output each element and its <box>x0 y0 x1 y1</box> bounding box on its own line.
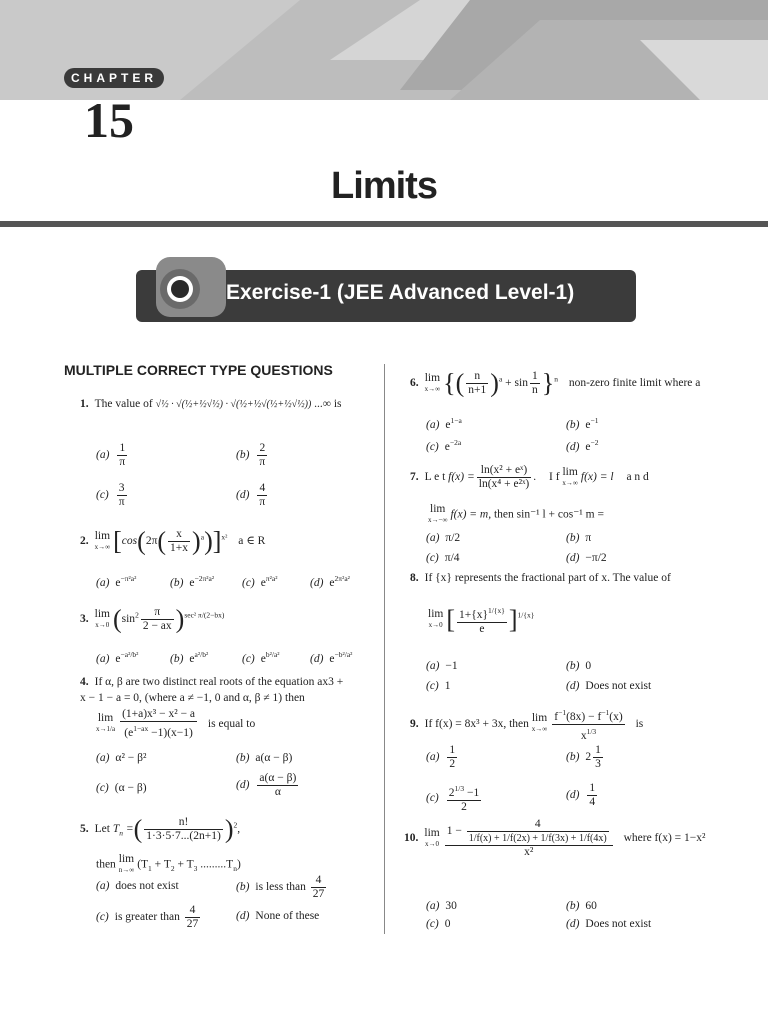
q10-option-a: (a) 30 <box>426 900 457 912</box>
q10-option-c: (c) 0 <box>426 918 451 930</box>
question-5: 5. Let $T_n$ =( $\frac{n!}{1\cdot 3\cdot 5\cdot 7...(2n+1)}$ )$^2$, <box>80 814 241 844</box>
q1-option-a: (a) $\frac{1}{\pi}$ <box>96 442 126 468</box>
question-2: 2. lim x→∞ [cos(2π( $\frac{x}{1+x}$ )$^a$)]$^{x^2}$ a ∈ R <box>80 526 266 556</box>
q6-option-d: (d) $e^{-2}$ <box>566 438 599 453</box>
q9-option-b: (b) 2 $\frac{1}{3}$ <box>566 744 601 770</box>
q8-option-c: (c) 1 <box>426 680 451 692</box>
q4-option-c: (c) (α − β) <box>96 782 147 794</box>
q9-option-a: (a) $\frac{1}{2}$ <box>426 744 456 770</box>
column-divider <box>384 364 385 934</box>
question-7-line2: lim x→−∞ f(x) = m, then sin⁻¹ l + cos⁻¹ m = <box>428 503 604 524</box>
q5-option-a: (a) does not exist <box>96 880 179 892</box>
q10-option-d: (d) Does not exist <box>566 918 652 930</box>
question-3: 3. lim x→0 ($\sin^2$ $\frac{\pi}{2 - ax}$ )$^{sec^2 \pi/(2-bx)}$ <box>80 604 225 634</box>
exercise-title: Exercise-1 (JEE Advanced Level-1) <box>226 281 575 304</box>
q6-option-b: (b) $e^{-1}$ <box>566 416 599 431</box>
question-6: 6. lim x→∞ {( $\frac{n}{n+1}$ )$^a$ + sin $\frac{1}{n}$ }$^n$ non-zero finite limit where a <box>410 368 701 398</box>
scroll-roll-icon <box>150 255 230 321</box>
q5-option-b: (b) is less than $\frac{4}{27}$ <box>236 874 325 900</box>
question-5-expression: then lim n→∞ ($T_1 + T_2 + T_3$ $.........T_n$) <box>96 853 241 874</box>
question-9: 9. If f(x) = 8x³ + 3x, then lim x→∞ $\frac{f^{-1}(8x) - f^{-1}(x)}{x^{1/3}}$ is <box>410 708 644 742</box>
q8-option-d: (d) Does not exist <box>566 680 652 692</box>
q3-options: (a) $e^{-a^2/b^2}$ <box>96 650 139 665</box>
q6-option-a: (a) $e^{1-a}$ <box>426 416 462 431</box>
question-4: 4. If α, β are two distinct real roots of the equation ax3 + x − 1 − a = 0, (where a ≠ −1, 0 and α, β ≠ 1) then <box>80 676 344 704</box>
q4-option-b: (b) a(α − β) <box>236 752 293 764</box>
chapter-number: 15 <box>84 92 134 148</box>
q7-option-c: (c) π/4 <box>426 552 460 564</box>
title-divider <box>0 221 768 227</box>
q9-option-d: (d) $\frac{1}{4}$ <box>566 782 596 808</box>
q4-option-a: (a) α² − β² <box>96 752 147 764</box>
q8-option-b: (b) 0 <box>566 660 592 672</box>
q4-option-d: (d) $\frac{a(\alpha - \beta)}{\alpha}$ <box>236 772 297 798</box>
page-title: Limits <box>331 165 437 207</box>
q7-option-b: (b) π <box>566 532 592 544</box>
q10-option-b: (b) 60 <box>566 900 597 912</box>
q1-option-b: (b) $\frac{2}{\pi}$ <box>236 442 266 468</box>
q2-options: (a) $e^{-\pi^2a^2}$ <box>96 574 137 589</box>
question-8-expression: lim x→0 [ $\frac{1+\{x\}^{1/\{x\}}}{e}$ ]$^{1/\{x\}}$ <box>428 604 535 635</box>
q6-option-c: (c) $e^{-2a}$ <box>426 438 462 453</box>
question-1: 1. The value of √½ · √(½+½√½) · √(½+½√(½+½√½)) ...∞ is <box>80 398 342 410</box>
q5-option-c: (c) is greater than $\frac{4}{27}$ <box>96 904 199 930</box>
q7-option-a: (a) π/2 <box>426 532 461 544</box>
question-text: The value of <box>94 398 153 410</box>
question-7: 7. L e t f(x) = $\frac{\text{ln(x² + eˣ)}}{\text{ln(x⁴ + e²ˣ)}}$ . I f lim x→∞ f(x) = l a n d <box>410 464 649 490</box>
chapter-label: CHAPTER <box>64 68 164 88</box>
q5-option-d: (d) None of these <box>236 910 320 922</box>
section-heading: MULTIPLE CORRECT TYPE QUESTIONS <box>64 362 333 378</box>
question-number: 1. <box>80 398 89 410</box>
q1-option-c: (c) $\frac{3}{\pi}$ <box>96 482 125 508</box>
q8-option-a: (a) −1 <box>426 660 458 672</box>
q1-option-d: (d) $\frac{4}{\pi}$ <box>236 482 266 508</box>
question-text-tail: ...∞ is <box>314 398 342 410</box>
question-4-expression: lim x→1/a $\frac{\text{(1+a)x³ − x² − a}}{(e^{1-ax} -1)(x-1)}$ is equal to <box>96 708 256 739</box>
q7-option-d: (d) −π/2 <box>566 552 607 564</box>
question-8: 8. If {x} represents the fractional part of x. The value of <box>410 572 671 584</box>
q9-option-c: (c) $\frac{2^{1/3} -1}{2}$ <box>426 784 480 813</box>
question-10: 10. lim x→0 1 − $\frac{4}{1/f(x) + 1/f(2x) + 1/f(3x) + 1/f(4x)}$ x² where f(x) = 1−x² <box>404 818 706 858</box>
